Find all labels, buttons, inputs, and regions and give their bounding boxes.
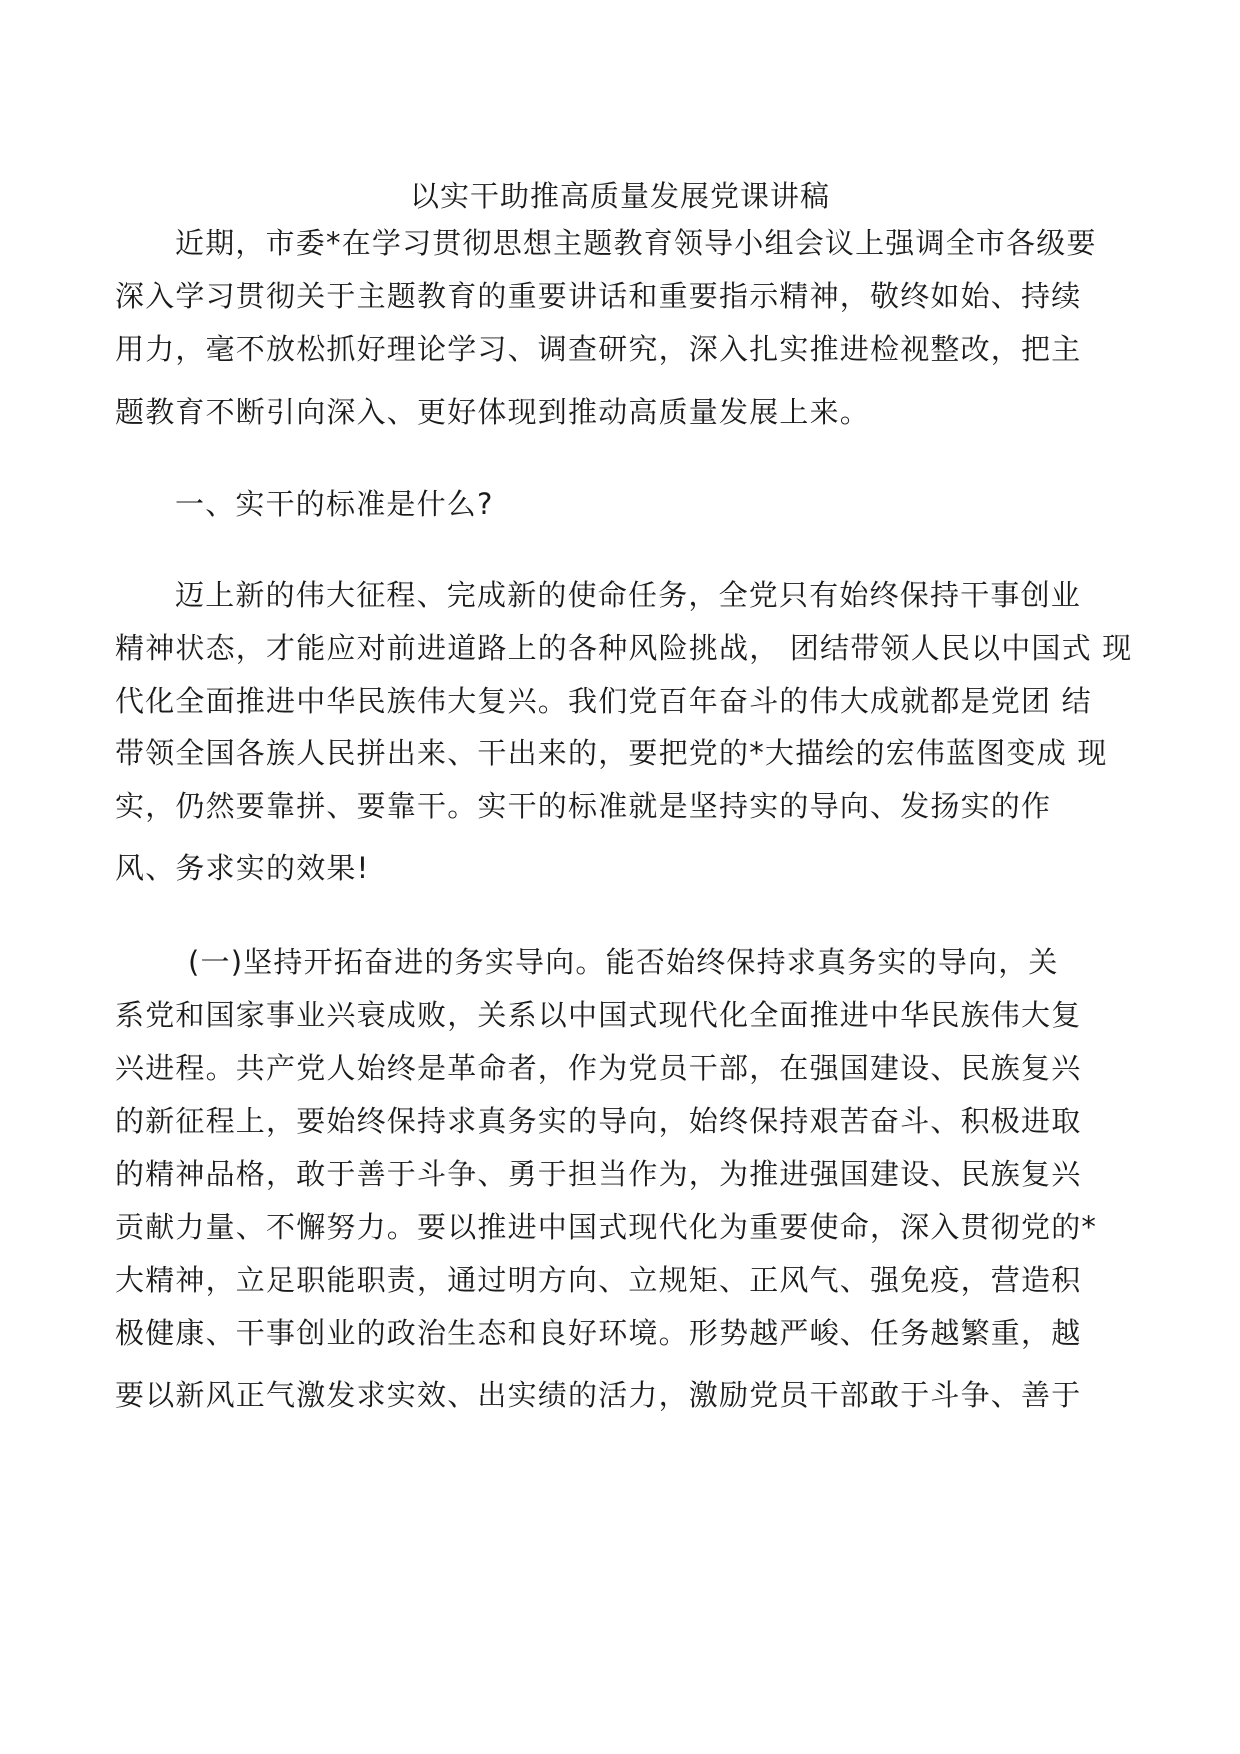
paragraph-2-line-4: 带领全国各族人民拼出来、干出来的，要把党的*大描绘的宏伟蓝图变成 现	[115, 736, 1108, 770]
paragraph-3-line-8: 极健康、干事创业的政治生态和良好环境。形势越严峻、任务越繁重，越	[115, 1316, 1082, 1350]
paragraph-1-line-3: 用力，毫不放松抓好理论学习、调查研究，深入扎实推进检视整改，把主	[115, 332, 1082, 366]
paragraph-2-line-5: 实，仍然要靠拼、要靠干。实干的标准就是坚持实的导向、发扬实的作	[115, 789, 1052, 823]
section-heading-1: 一、实干的标准是什么?	[175, 487, 494, 521]
paragraph-3-line-4: 的新征程上，要始终保持求真务实的导向，始终保持艰苦奋斗、积极进取	[115, 1104, 1082, 1138]
paragraph-2-line-6: 风、务求实的效果!	[115, 851, 370, 885]
paragraph-1-line-1: 近期，市委*在学习贯彻思想主题教育领导小组会议上强调全市各级要	[175, 226, 1097, 260]
paragraph-3-line-9: 要以新风正气激发求实效、出实绩的活力，激励党员干部敢于斗争、善于	[115, 1378, 1082, 1412]
document-title: 以实干助推高质量发展党课讲稿	[409, 179, 830, 213]
paragraph-3-line-1: (一)坚持开拓奋进的务实导向。能否始终保持求真务实的导向，关	[188, 945, 1059, 979]
paragraph-3-line-5: 的精神品格，敢于善于斗争、勇于担当作为，为推进强国建设、民族复兴	[115, 1157, 1082, 1191]
paragraph-1-line-4: 题教育不断引向深入、更好体现到推动高质量发展上来。	[115, 395, 871, 429]
paragraph-3-line-6: 贡献力量、不懈努力。要以推进中国式现代化为重要使命，深入贯彻党的*	[115, 1210, 1098, 1244]
paragraph-2-line-3: 代化全面推进中华民族伟大复兴。我们党百年奋斗的伟大成就都是党团 结	[115, 684, 1092, 718]
paragraph-2-line-1: 迈上新的伟大征程、完成新的使命任务，全党只有始终保持干事创业	[175, 578, 1082, 612]
paragraph-2-line-2: 精神状态，才能应对前进道路上的各种风险挑战， 团结带领人民以中国式 现	[115, 631, 1133, 665]
paragraph-3-line-7: 大精神，立足职能职责，通过明方向、立规矩、正风气、强免疫，营造积	[115, 1263, 1082, 1297]
paragraph-3-line-3: 兴进程。共产党人始终是革命者，作为党员干部，在强国建设、民族复兴	[115, 1051, 1082, 1085]
paragraph-3-line-2: 系党和国家事业兴衰成败，关系以中国式现代化全面推进中华民族伟大复	[115, 998, 1082, 1032]
paragraph-1-line-2: 深入学习贯彻关于主题教育的重要讲话和重要指示精神，敬终如始、持续	[115, 279, 1082, 313]
